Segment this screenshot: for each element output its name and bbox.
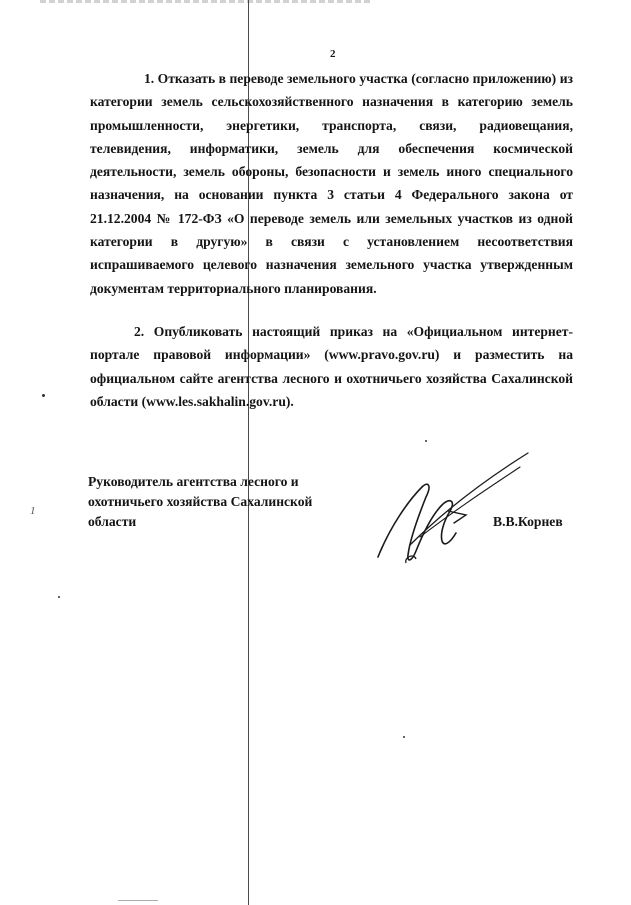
margin-mark: 1 bbox=[30, 505, 36, 517]
scan-speck bbox=[403, 736, 405, 738]
scan-speck bbox=[42, 394, 45, 397]
page-number: 2 bbox=[330, 48, 336, 60]
scan-top-edge bbox=[40, 0, 370, 3]
scan-speck bbox=[425, 440, 427, 442]
signer-title: Руководитель агентства лесного и охотничьего хозяйства Сахалинской области bbox=[88, 474, 313, 529]
signature-icon bbox=[370, 445, 540, 570]
paragraph-2: 2. Опубликовать настоящий приказ на «Официальном интернет-портале правовой информации» (www.pravo.gov.ru) и разместить на официальном сайте агентства лесного и охотничьего хозяйства Сахалинской области (www.les.sakhalin.gov.ru). bbox=[90, 324, 573, 409]
scan-speck bbox=[58, 596, 60, 598]
scan-speck bbox=[118, 900, 158, 901]
paragraph-1: 1. Отказать в переводе земельного участка (согласно приложению) из категории земель сельскохозяйственного назначения в категорию земель промышленности, энергетики, транспорта, связи, радиовещания, телевидения, информатики, земель для обеспечения космической деятельности, земель обороны, безопасности и земель иного специального назначения, на основании пункта 3 статьи 4 Федерального закона от 21.12.2004 № 172-ФЗ «О переводе земель или земельных участков из одной категории в другую» в связи с установлением несоответствия испрашиваемого целевого назначения земельного участка утвержденным документам территориального планирования. bbox=[90, 71, 573, 296]
signer-name: В.В.Корнев bbox=[493, 514, 563, 529]
